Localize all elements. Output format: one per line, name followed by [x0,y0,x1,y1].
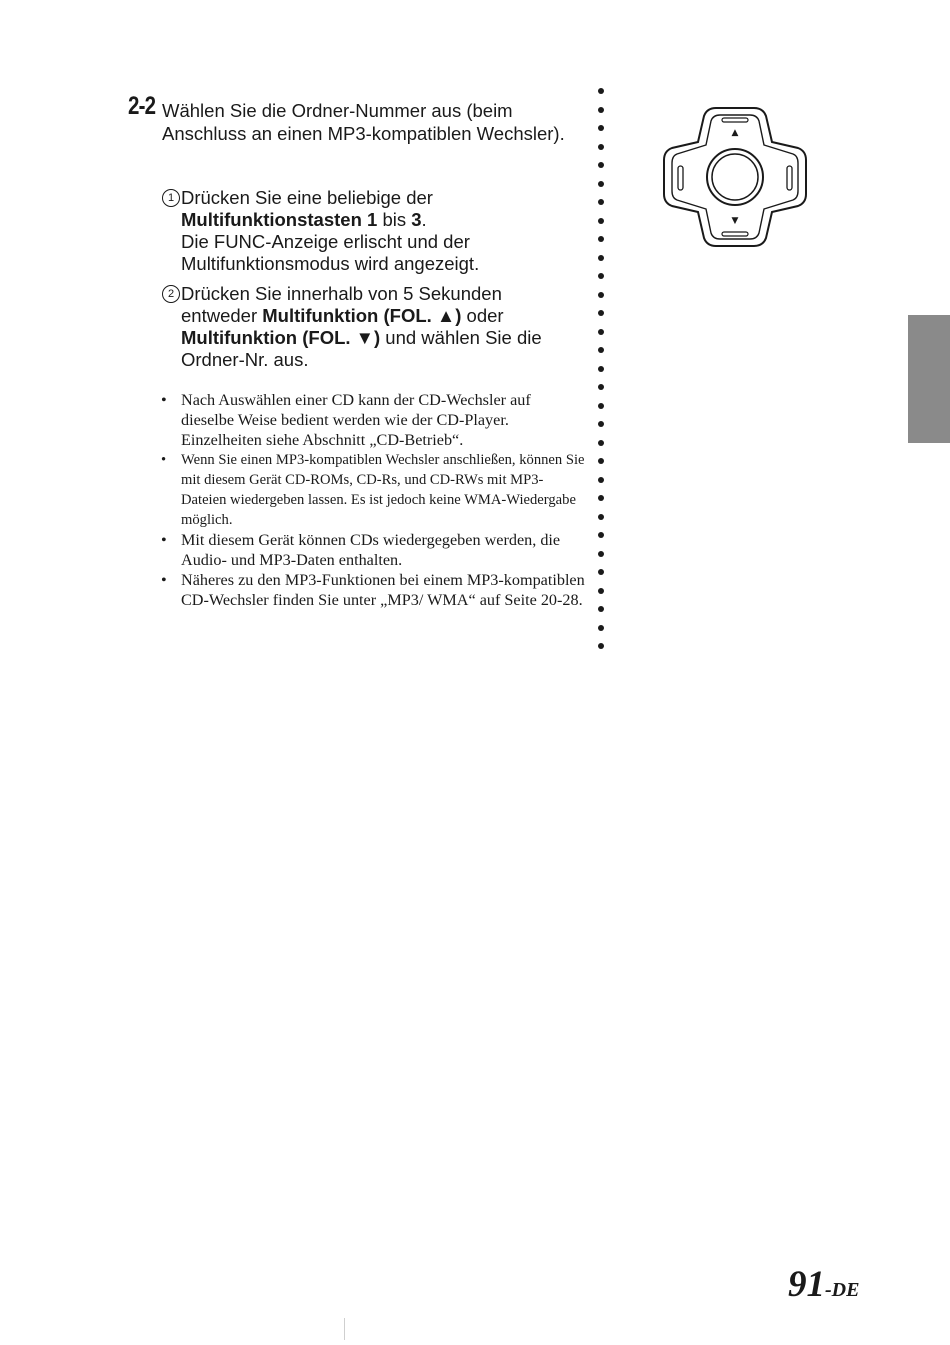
divider-dot [598,403,604,409]
divider-dot [598,532,604,538]
substep-2-or: oder [461,305,504,326]
divider-dot [598,569,604,575]
substep-1-line-4: Multifunktionsmodus wird angezeigt. [181,253,480,274]
note-item: • Näheres zu den MP3-Funktionen bei einem MP3-kompatiblen CD-Wechsler finden Sie unter „MP3/ WMA“ auf Seite 20-28. [160,570,585,610]
substep-2-either: entweder [181,305,263,326]
divider-dot [598,606,604,612]
divider-dot [598,384,604,390]
controller-up-arrow: ▲ [731,128,739,138]
section-side-tab [908,315,950,443]
page-number [788,1263,859,1306]
step-number: 2-2 [128,92,156,120]
folder-up-label: Multifunktion (FOL. ▲) [262,305,462,326]
divider-dot [598,144,604,150]
scan-artifact [344,1318,345,1340]
divider-dot [598,514,604,520]
notes-list [160,390,585,610]
divider-dot [598,218,604,224]
divider-dot [598,310,604,316]
substep-2-line-3 [181,327,592,349]
substep-1-line-2 [181,209,592,231]
substep-2-select: und wählen Sie die [380,327,542,348]
substep-1-marker: 1 [162,189,180,207]
substep-2-marker: 2 [162,285,180,303]
divider-dot [598,292,604,298]
divider-dot [598,255,604,261]
divider-dot [598,329,604,335]
divider-dot [598,421,604,427]
page-number-value: 91 [788,1264,825,1305]
key-number-3: 3 [411,209,422,230]
divider-dot [598,236,604,242]
substep-2 [162,283,592,371]
divider-dot [598,643,604,649]
note-item: • Mit diesem Gerät können CDs wiedergegeben werden, die Audio- und MP3-Daten enthalten. [160,530,585,570]
step-instruction: Wählen Sie die Ordner-Nummer aus (beim Anschluss an einen MP3-kompatiblen Wechsler). [162,100,565,144]
four-way-controller-icon [660,104,810,250]
folder-down-label: Multifunktion (FOL. ▼) [181,327,381,348]
substep-1-period: . [421,209,427,230]
divider-dot [598,273,604,279]
controller-down-arrow: ▼ [731,216,739,226]
divider-dot [598,125,604,131]
divider-dot [598,347,604,353]
substep-2-line-1: Drücken Sie innerhalb von 5 Sekunden [181,283,502,304]
divider-dot [598,199,604,205]
substep-1-line-1: Drücken Sie eine beliebige der [181,187,433,208]
divider-dot [598,458,604,464]
divider-dot [598,162,604,168]
substep-2-line-2 [181,305,592,327]
note-item: • Wenn Sie einen MP3-kompatiblen Wechsler anschließen, können Sie mit diesem Gerät CD-ROMs, CD-Rs, und CD-RWs mit MP3-Dateien wiedergeben lassen. Es ist jedoch keine WMA-Wiedergabe möglich. [160,450,585,530]
dotted-divider [596,88,606,658]
divider-dot [598,551,604,557]
divider-dot [598,477,604,483]
page-language-suffix: -DE [825,1279,860,1301]
substep-1-line-3: Die FUNC-Anzeige erlischt und der [181,231,470,252]
divider-dot [598,366,604,372]
note-item: • Nach Auswählen einer CD kann der CD-Wechsler auf dieselbe Weise bedient werden wie der CD-Player. Einzelheiten siehe Abschnitt „CD-Betrieb“. [160,390,585,450]
divider-dot [598,440,604,446]
divider-dot [598,88,604,94]
substep-2-line-4: Ordner-Nr. aus. [181,349,309,370]
divider-dot [598,107,604,113]
divider-dot [598,625,604,631]
divider-dot [598,181,604,187]
divider-dot [598,588,604,594]
substep-1-connector: bis [377,209,412,230]
divider-dot [598,495,604,501]
substep-1 [162,187,592,275]
multifunction-keys-label: Multifunktionstasten 1 [181,209,378,230]
